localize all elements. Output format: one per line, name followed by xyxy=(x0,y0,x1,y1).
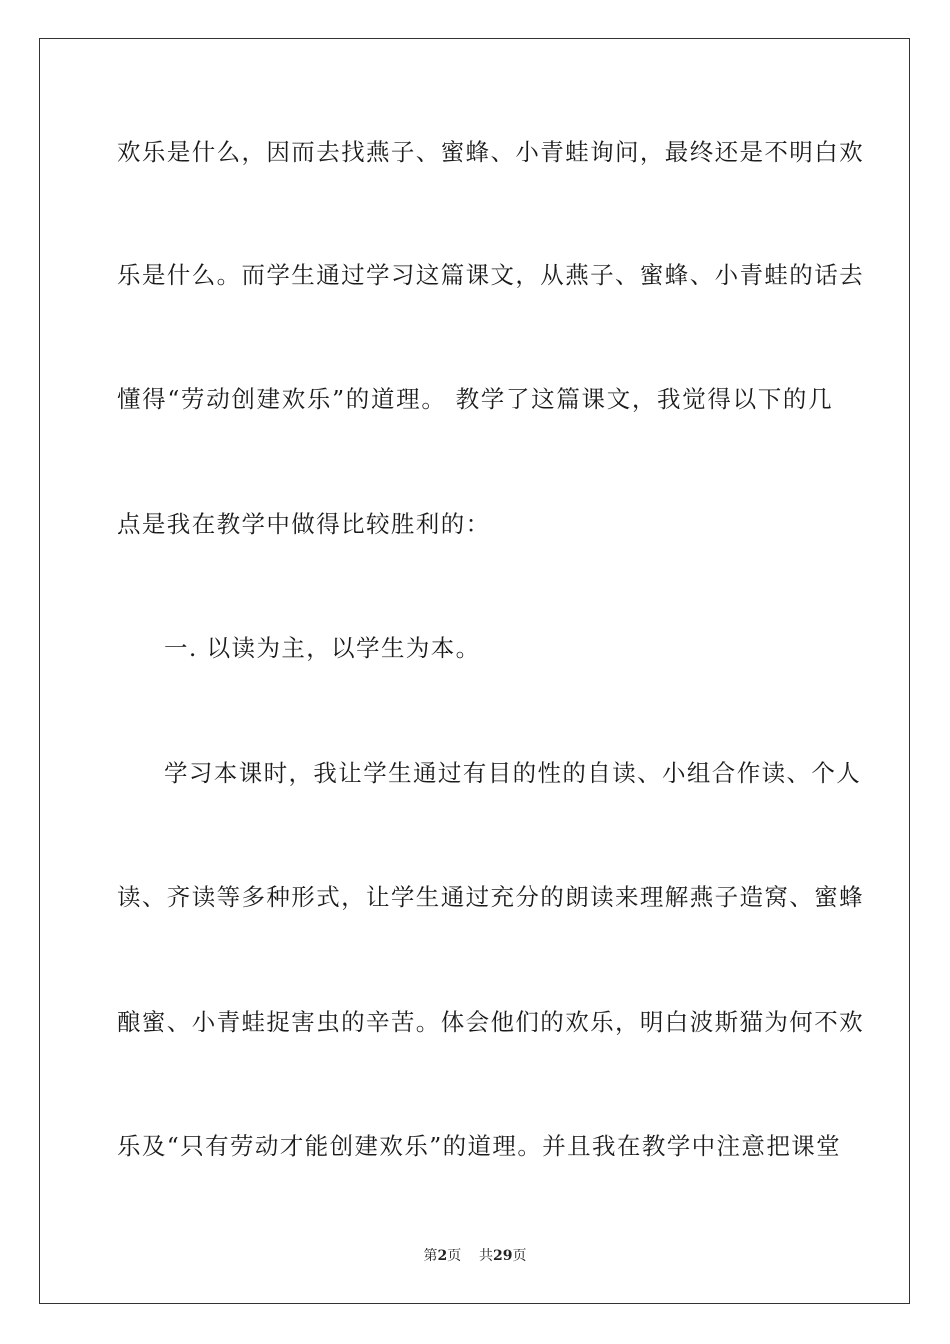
text-line: 乐是什么。而学生通过学习这篇课文，从燕子、蜜蜂、小青蛙的话去 xyxy=(117,261,864,289)
footer-page-suffix: 页 xyxy=(447,1248,462,1264)
text-line: 懂得“劳动创建欢乐”的道理。 教学了这篇课文，我觉得以下的几 xyxy=(117,385,833,413)
page-footer xyxy=(0,1247,950,1265)
text-line: 学习本课时，我让学生通过有目的性的自读、小组合作读、个人 xyxy=(164,759,862,787)
footer-page-number: 2 xyxy=(437,1248,448,1264)
section-heading: 一. 以读为主，以学生为本。 xyxy=(164,634,481,662)
footer-total-prefix: 共 xyxy=(479,1248,494,1264)
text-line: 欢乐是什么，因而去找燕子、蜜蜂、小青蛙询问，最终还是不明白欢 xyxy=(117,138,864,166)
page-border xyxy=(39,38,910,1304)
footer-total-pages: 29 xyxy=(493,1248,513,1264)
text-line: 酿蜜、小青蛙捉害虫的辛苦。体会他们的欢乐，明白波斯猫为何不欢 xyxy=(117,1008,864,1036)
footer-total-suffix: 页 xyxy=(512,1248,527,1264)
text-line: 乐及“只有劳动才能创建欢乐”的道理。并且我在教学中注意把课堂 xyxy=(117,1132,842,1160)
text-line: 点是我在教学中做得比较胜利的： xyxy=(117,510,491,538)
footer-page-prefix: 第 xyxy=(423,1248,438,1264)
text-line: 读、齐读等多种形式，让学生通过充分的朗读来理解燕子造窝、蜜蜂 xyxy=(117,883,864,911)
